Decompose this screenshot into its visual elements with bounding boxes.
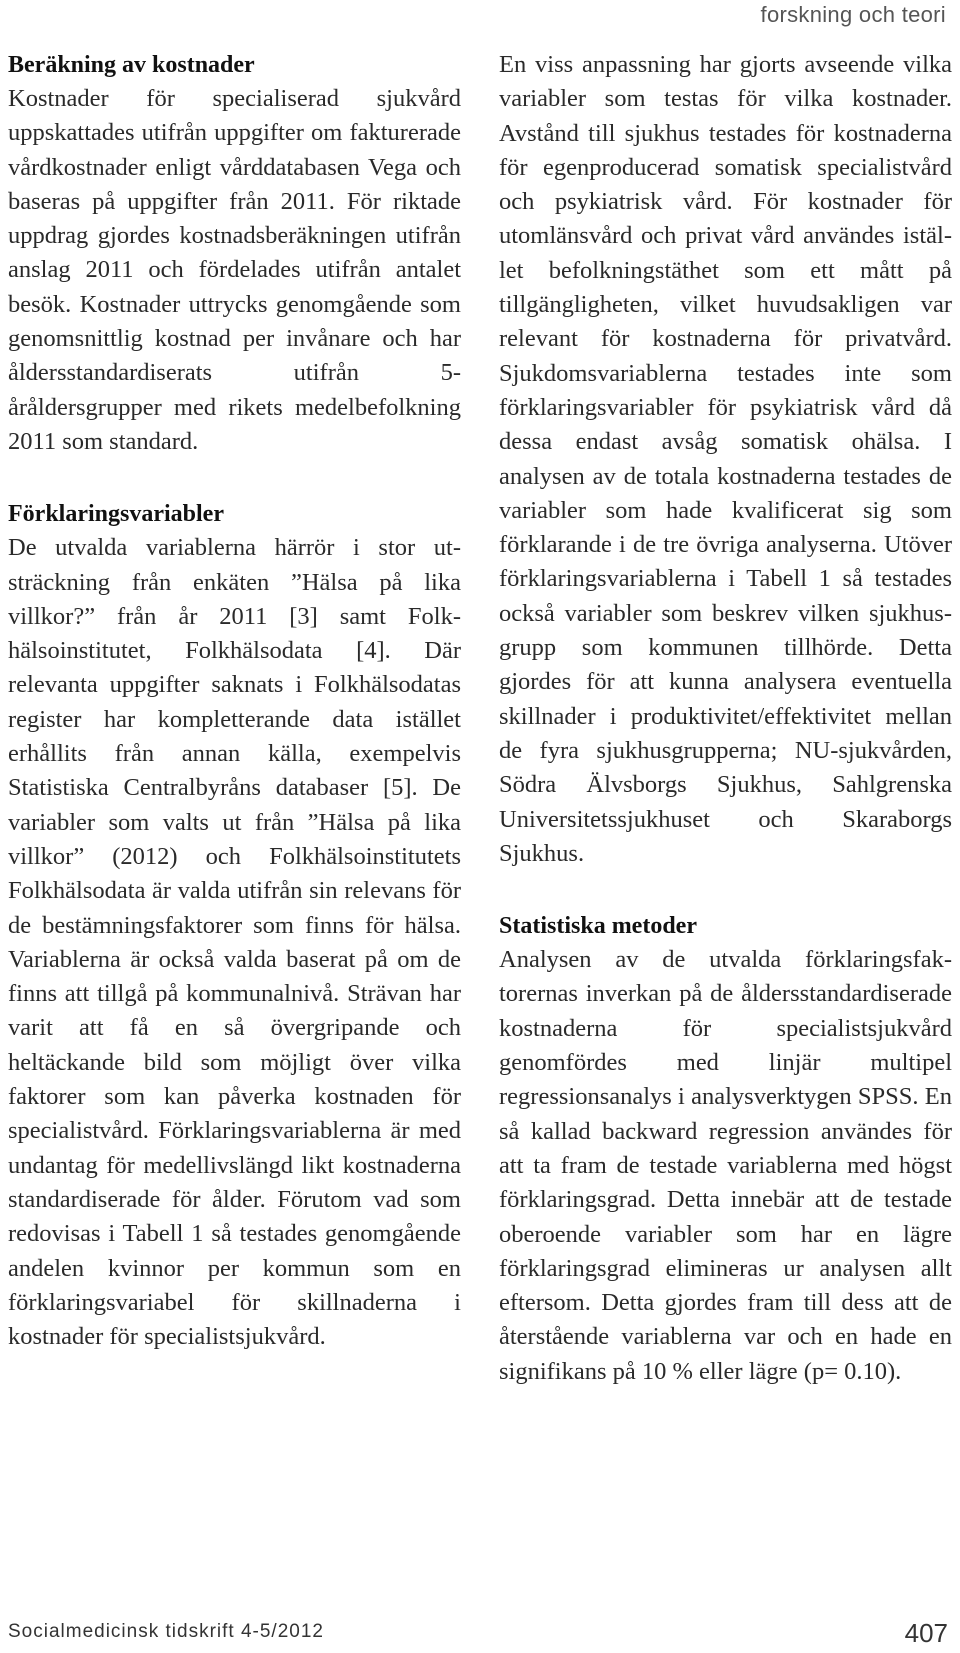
right-column [499, 48, 952, 1427]
section-heading: Beräkning av kostnader [8, 52, 255, 78]
journal-footer: Socialmedicinsk tidskrift 4-5/2012 [8, 1621, 324, 1642]
paragraph: En viss anpassning har gjorts avseende vilka variabler som testas för vilka kostnader. Avstånd till sjukhus testades för kostnaderna för egenproducerad somatisk specialistvård och psykiatrisk vård. För kostnader för utomlänsvård och privat vård användes istället befolkningstäthet som ett mått på tillgängligheten, vilket huvudsakligen var relevant för kostnaderna för privatvård. Sjukdomsvariablerna testades inte som förklaringsvariabler för psykiatrisk vård då dessa endast avsåg somatisk ohälsa. I analysen av de totala kostnaderna testades de variabler som hade kvalificerat sig som förklarande i de tre övriga analyserna. Utöver förklaringsvariablerna i Tabell 1 så testades också variabler som beskrev vilken sjukhusgrupp som kommunen tillhörde. Detta gjordes för att kunna analysera eventuella skillnader i produktivitet/effektivitet mellan de fyra sjukhusgrupperna; NU-sjukvården, Södra Älvsborgs Sjukhus, Sahlgrenska Universitetssjukhuset och Skaraborgs Sjukhus. [499, 51, 952, 867]
left-column [8, 48, 461, 1392]
section-continued-text [499, 48, 952, 871]
paragraph: Kostnader för specialiserad sjukvård uppskattades utifrån uppgifter om fakturerade vårdkostnader enligt vårddatabasen Vega och baseras på uppgifter från 2011. För riktade uppdrag gjordes kostnadsberäkningen utifrån anslag 2011 och fördelades utifrån antalet besök. Kostnader uttrycks genomgående som genomsnittlig kostnad per invånare och har åldersstandardiserats utifrån 5-åråldersgrupper med rikets medelbefolkning 2011 som standard. [8, 85, 461, 455]
section-explanatory-variables [8, 497, 461, 1354]
paragraph: Analysen av de utvalda förklaringsfaktorernas inverkan på de åldersstandardiserade kostnaderna för specialistsjukvård genomfördes med linjär multipel regressionsanalys i analysverktygen SPSS. En så kallad backward regression användes för att ta fram de testade variablerna med högst förklaringsgrad. Detta innebär att de testade oberoende variabler som har en lägre förklaringsgrad elimineras ur analysen allt eftersom. Detta gjordes fram till dess att de återstående variablerna var och en hade en signifikans på 10 % eller lägre (p= 0.10). [499, 946, 952, 1385]
section-heading: Förklaringsvariabler [8, 501, 224, 528]
page-number: 407 [904, 1618, 948, 1648]
section-heading: Statistiska metoder [499, 913, 697, 940]
section-cost-calculation [8, 48, 461, 459]
paragraph: De utvalda variablerna härrör i stor utsträckning från enkäten ”Hälsa på lika villkor?” från år 2011 [3] samt Folkhälsoinstitutet, Folkhälsodata [4]. Där relevanta uppgifter saknats i Folkhälsodatas register har kompletterande data istället erhållits från annan källa, exempelvis Statistiska Centralbyråns databaser [5]. De variabler som valts ut från ”Hälsa på lika villkor” (2012) och Folkhälsoinstitutets Folkhälsodata är valda utifrån sin relevans för de bestämningsfaktorer som finns för hälsa. Variablerna är också valda baserat på om de finns att tillgå på kommunalnivå. Strävan har varit att få en så övergripande och heltäckande bild som möjligt över vilka faktorer som kan påverka kostnaden för specialistvård. Förklaringsvariablerna är med undantag för medellivslängd likt kostnaderna standardiserade för ålder. Förutom vad som redovisas i Tabell 1 så testades genomgående andelen kvinnor per kommun som en förklaringsvariabel för skillnaderna i kostnader för specialistsjukvård. [8, 534, 461, 1351]
section-statistical-methods [499, 909, 952, 1389]
running-head: forskning och teori [760, 2, 946, 27]
